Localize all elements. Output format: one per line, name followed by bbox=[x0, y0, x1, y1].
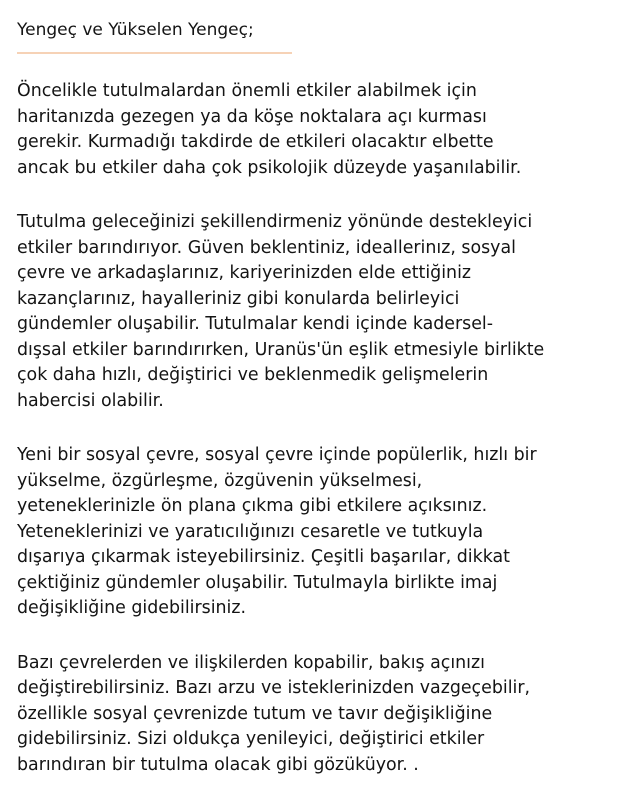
paragraph-line: yükselme, özgürleşme, özgüvenin yükselmesi, bbox=[17, 470, 423, 491]
paragraph-line: ancak bu etkiler daha çok psikolojik düzeyde yaşanılabilir. bbox=[17, 157, 522, 178]
paragraph-line: yeteneklerinizle ön plana çıkma gibi etkilere açıksınız. bbox=[17, 496, 488, 516]
paragraph-line: değişikliğine gidebilirsiniz. bbox=[17, 598, 247, 618]
paragraph-3 bbox=[17, 443, 634, 622]
paragraph-2 bbox=[17, 210, 634, 414]
paragraph-line: çevre ve arkadaşlarınız, kariyerinizden elde ettiğiniz bbox=[17, 263, 472, 283]
paragraph-line: gerekir. Kurmadığı takdirde de etkileri olacaktır elbette bbox=[17, 132, 494, 152]
paragraph-line: Tutulma geleceğinizi şekillendirmeniz yönünde destekleyici bbox=[17, 212, 533, 232]
paragraph-1 bbox=[17, 79, 634, 181]
title-block bbox=[17, 18, 292, 54]
paragraph-line: etkiler barındırıyor. Güven beklentiniz, ideallerinız, sosyal bbox=[17, 237, 516, 258]
paragraph-line: çektiğiniz gündemler oluşabilir. Tutulmayla birlikte imaj bbox=[17, 572, 498, 593]
paragraph-line: gündemler oluşabilir. Tutulmalar kendi içinde kadersel- bbox=[17, 314, 494, 334]
document-body bbox=[17, 79, 634, 778]
paragraph-line: Bazı çevrelerden ve ilişkilerden kopabilir, bakış açınızı bbox=[17, 652, 485, 673]
paragraph-line: dışsal etkiler barındırırken, Uranüs'ün eşlik etmesiyle birlikte bbox=[17, 339, 545, 360]
paragraph-line: barındıran bir tutulma olacak gibi gözüküyor. . bbox=[17, 754, 419, 775]
paragraph-line: gidebilirsiniz. Sizi oldukça yenileyici, değiştirici etkiler bbox=[17, 729, 485, 749]
paragraph-line: kazançlarınız, hayalleriniz gibi konularda belirleyici bbox=[17, 288, 460, 309]
paragraph-line: Yeni bir sosyal çevre, sosyal çevre içinde popülerlik, hızlı bir bbox=[17, 445, 537, 465]
paragraph-4 bbox=[17, 651, 634, 779]
paragraph-line: Öncelikle tutulmalardan önemli etkiler alabilmek için bbox=[17, 81, 477, 101]
paragraph-line: habercisi olabilir. bbox=[17, 390, 164, 411]
document-title: Yengeç ve Yükselen Yengeç; bbox=[17, 20, 254, 40]
paragraph-line: dışarıya çıkarmak isteyebilirsiniz. Çeşitli başarılar, dikkat bbox=[17, 547, 510, 567]
paragraph-line: Yeteneklerinizi ve yaratıcılığınızı cesaretle ve tutkuyla bbox=[17, 521, 484, 542]
paragraph-line: özellikle sosyal çevrenizde tutum ve tavır değişikliğine bbox=[17, 703, 493, 724]
paragraph-line: haritanızda gezegen ya da köşe noktalara açı kurması bbox=[17, 106, 487, 127]
paragraph-line: çok daha hızlı, değiştirici ve beklenmedik gelişmelerin bbox=[17, 365, 489, 385]
paragraph-line: değiştirebilirsiniz. Bazı arzu ve isteklerinizden vazgeçebilir, bbox=[17, 678, 531, 698]
